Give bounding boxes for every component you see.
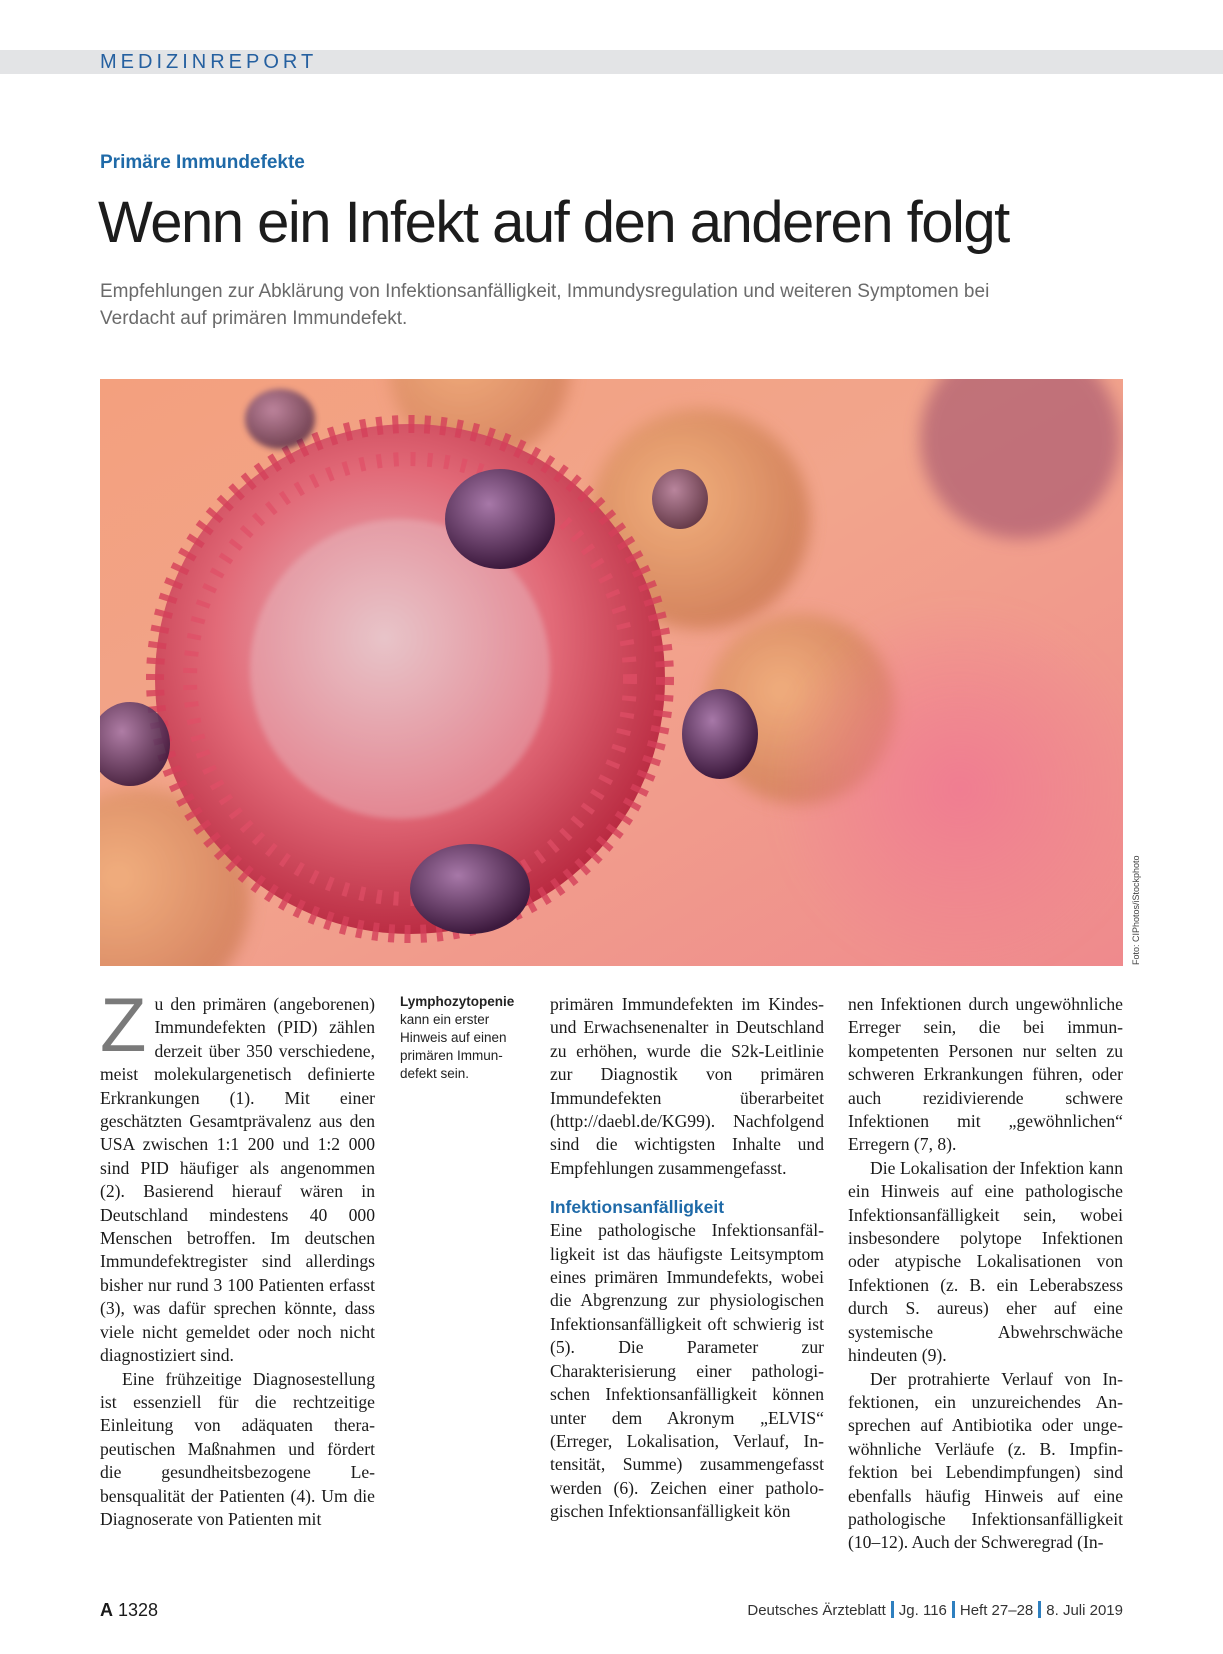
caption-title: Lymphozytopenie	[400, 994, 515, 1009]
image-caption	[400, 993, 520, 1083]
separator	[952, 1601, 955, 1618]
hero-image	[100, 379, 1123, 966]
section-label: MEDIZINREPORT	[100, 51, 318, 73]
body-paragraph: Eine pathologische Infektionsanfälligkeit ist das häufigste Leitsymptom eines primären Immundefekts, wobei die Abgrenzung zur physiologischen Infektionsanfälligkeit oft schwierig ist (5). Die Parameter zur Charakterisierung einer pathologischen Infektionsanfälligkeit können unter dem Akronym „ELVIS“ (Erreger, Lokalisation, Verlauf, Intensität, Summe) zusammengefasst werden (6). Zeichen einer pathologischen Infektionsanfälligkeit kön	[550, 1220, 824, 1522]
article-dek: Empfehlungen zur Abklärung von Infektionsanfälligkeit, Immundysregulation und weiteren Symptomen bei Verdacht auf primären Immundefekt.	[100, 281, 990, 329]
separator	[1038, 1601, 1041, 1618]
article-headline: Wenn ein Infekt auf den anderen folgt	[98, 190, 1009, 255]
body-paragraph: Der protrahierte Verlauf von Infektionen, ein unzureichendes Ansprechen auf Antibiotika oder ungewöhnliche Verläufe (z. B. Impfinfektion bei Lebendimpfungen) sind ebenfalls häufig Hinweis auf eine pathologische Infektionsanfälligkeit (10–12). Auch der Schweregrad (In-	[848, 1368, 1123, 1553]
issue: Heft 27–28	[959, 1602, 1034, 1619]
body-column-1	[100, 983, 375, 1531]
journal-info	[747, 1601, 1123, 1619]
lymphocyte-illustration	[100, 379, 1123, 966]
body-paragraph: primären Immundefekten im Kindes- und Erwachsenenalter in Deutschland zu erhöhen, wurde die S2k-Leitlinie zur Diagnostik von primären Immundefekten überarbeitet (http://daebl.de/KG99). Nachfolgend sind die wichtigsten Inhalte und Empfehlungen zusammengefasst.	[550, 994, 824, 1178]
photo-credit: Foto: CIPhotos/iStockphoto	[1131, 855, 1141, 965]
body-paragraph: nen Infektionen durch ungewöhnliche Erreger sein, die bei immunkompetenten Personen nur selten zu schweren Erkrankungen führen, oder auch rezidivierende schwere Infektionen mit „gewöhnlichen“ Erregern (7, 8).	[848, 994, 1123, 1155]
journal-name: Deutsches Ärzteblatt	[747, 1602, 886, 1619]
body-paragraph: Eine frühzeitige Diagnosestellung ist essenziell für die rechtzeitige Einleitung von adäquaten therapeutischen Maßnahmen und fördert die gesundheitsbezogene Lebensqualität der Patienten (4). Um die Diagnoserate von Patienten mit	[100, 1368, 375, 1529]
subheading: Infektionsanfälligkeit	[550, 1197, 725, 1218]
article-kicker: Primäre Immundefekte	[100, 152, 305, 173]
body-column-4	[848, 993, 1123, 1555]
volume: Jg. 116	[898, 1602, 947, 1619]
caption-text: kann ein erster Hinweis auf einen primären Immundefekt sein.	[400, 1012, 507, 1081]
drop-cap: Z	[100, 983, 147, 1068]
issue-date: 8. Juli 2019	[1046, 1602, 1123, 1619]
page-number: A 1328	[100, 1600, 159, 1620]
body-paragraph: Die Lokalisation der Infektion kann ein Hinweis auf eine pathologische Infektionsanfälligkeit sein, wobei insbesondere polytope Infektionen oder atypische Lokalisationen von Infektionen (z. B. ein Leberabszess durch S. aureus) eher auf eine systemische Abwehrschwäche hindeuten (9).	[848, 1157, 1123, 1366]
body-paragraph: Zu den primären (angeborenen) Immundefekten (PID) zählen derzeit über 350 verschiedene, meist molekulargenetisch definierte Erkrankungen (1). Mit einer geschätzten Gesamtprävalenz aus den USA zwischen 1:1 200 und 1:2 000 sind PID häufiger als angenommen (2). Basierend hierauf wären in Deutschland mindestens 40 000 Menschen betroffen. Im deutschen Immundefektregister sind allerdings bisher nur rund 3 100 Patienten erfasst (3), was dafür sprechen könnte, dass viele nicht gemeldet oder noch nicht diagnostiziert sind.	[100, 983, 375, 1366]
separator	[891, 1601, 894, 1618]
body-column-3	[550, 993, 824, 1524]
